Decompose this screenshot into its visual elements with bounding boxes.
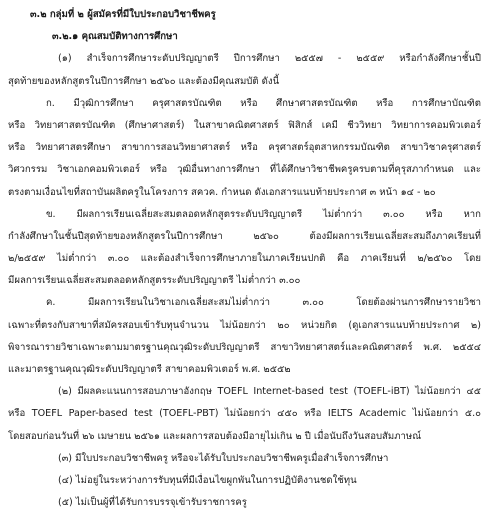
item-kho-line-1: ข. มีผลการเรียนเฉลี่ยสะสมตลอดหลักสูตรระดับปริญญาตรี ไม่ต่ำกว่า ๓.๐๐ หรือ หาก: [46, 208, 481, 220]
item-ka-line-4: วิศวกรรม วิชาเอกคอมพิวเตอร์ หรือ วุฒิอื่นทางการศึกษา ที่ได้ศึกษาวิชาชีพครูครบตามที่คุรุสภากำหนด และ: [8, 164, 481, 176]
item-ka-line-1: ก. มีวุฒิการศึกษา ครุศาสตรบัณฑิต หรือ ศึกษาศาสตรบัณฑิต หรือ การศึกษาบัณฑิต: [46, 97, 481, 109]
item2-line-2: หรือ TOEFL Paper-based test (TOEFL-PBT) ไม่น้อยกว่า ๔๕๐ หรือ IELTS Academic ไม่น้อยกว่า ๕.๐: [8, 408, 481, 420]
item-kho-line-3: ๒/๒๕๕๙ ไม่ต่ำกว่า ๓.๐๐ และต้องสำเร็จการศึกษาภายในภาคเรียนปกติ คือ ภาคเรียนที่ ๒/๒๕๖๐ โดย: [8, 253, 481, 265]
item3: (๓) มีใบประกอบวิชาชีพครู หรือจะได้รับใบประกอบวิชาชีพครูเมื่อสำเร็จการศึกษา: [58, 452, 389, 464]
item-ka-line-2: หรือ วิทยาศาสตรบัณฑิต (ศึกษาศาสตร์) ในสาขาคณิตศาสตร์ ฟิสิกส์ เคมี ชีววิทยา วิทยาการคอมพิวเตอร์: [8, 119, 481, 131]
item1-line-1: (๑) สำเร็จการศึกษาระดับปริญญาตรี ปีการศึกษา ๒๕๕๗ - ๒๕๕๙ หรือกำลังศึกษาชั้นปี: [58, 53, 481, 65]
item-ka-line-5: ตรงตามเงื่อนไขที่สถาบันผลิตครูในโครงการ สควค. กำหนด ดังเอกสารแนบท้ายประกาศ ๓ หน้า ๑๔ - ๒๐: [8, 186, 436, 198]
item2-line-3: โดยสอบก่อนวันที่ ๒๖ เมษายน ๒๕๖๑ และผลการสอบต้องมีอายุไม่เกิน ๒ ปี เมื่อนับถึงวันสอบสัมภาษณ์: [8, 430, 422, 442]
item2-line-1: (๒) มีผลคะแนนการสอบภาษาอังกฤษ TOEFL Internet-based test (TOEFL-iBT) ไม่น้อยกว่า ๔๕: [58, 386, 481, 398]
section-heading: ๓.๒ กลุ่มที่ ๒ ผู้สมัครที่มีใบประกอบวิชาชีพครู: [30, 9, 216, 20]
item-kho2-line-4: และมาตรฐานคุณวุฒิระดับปริญญาตรี สาขาคอมพิวเตอร์ พ.ศ. ๒๕๕๒: [8, 364, 291, 375]
item-kho-line-2: กำลังศึกษาในชั้นปีสุดท้ายของหลักสูตรในปีการศึกษา ๒๕๖๐ ต้องมีผลการเรียนเฉลี่ยสะสมถึงภาคเรียนที่: [8, 230, 481, 242]
item-kho2-line-2: เฉพาะที่ตรงกับสาขาที่สมัครสอบเข้ารับทุนจำนวน ไม่น้อยกว่า ๒๐ หน่วยกิต (ดูเอกสารแนบท้ายประกาศ ๒): [8, 319, 481, 331]
item4: (๔) ไม่อยู่ในระหว่างการรับทุนที่มีเงื่อนไขผูกพันในการปฏิบัติงานชดใช้ทุน: [58, 474, 357, 486]
item-kho2-line-3: พิจารณารายวิชาเฉพาะตามมาตรฐานคุณวุฒิระดับปริญญาตรี สาขาวิทยาศาสตร์และคณิตศาสตร์ พ.ศ. ๒๕๕๔: [8, 341, 481, 353]
item-ka-line-3: หรือ วิทยาศาสตรศึกษา สาขาการสอนวิทยาศาสตร์ หรือ ครุศาสตร์อุตสาหกรรมบัณฑิต สาขาวิชาครุศาสตร์: [8, 142, 481, 154]
item1-line-2: สุดท้ายของหลักสูตรในปีการศึกษา ๒๕๖๐ และต้องมีคุณสมบัติ ดังนี้: [8, 75, 280, 87]
subsection-heading: ๓.๒.๑ คุณสมบัติทางการศึกษา: [52, 31, 178, 43]
item-kho2-line-1: ค. มีผลการเรียนในวิชาเอกเฉลี่ยสะสมไม่ต่ำกว่า ๓.๐๐ โดยต้องผ่านการศึกษารายวิชา: [46, 297, 481, 309]
item-kho-line-4: มีผลการเรียนเฉลี่ยสะสมตลอดหลักสูตรระดับปริญญาตรี ไม่ต่ำกว่า ๓.๐๐: [8, 275, 301, 287]
item5: (๕) ไม่เป็นผู้ที่ได้รับการบรรจุเข้ารับราชการครู: [58, 497, 247, 509]
